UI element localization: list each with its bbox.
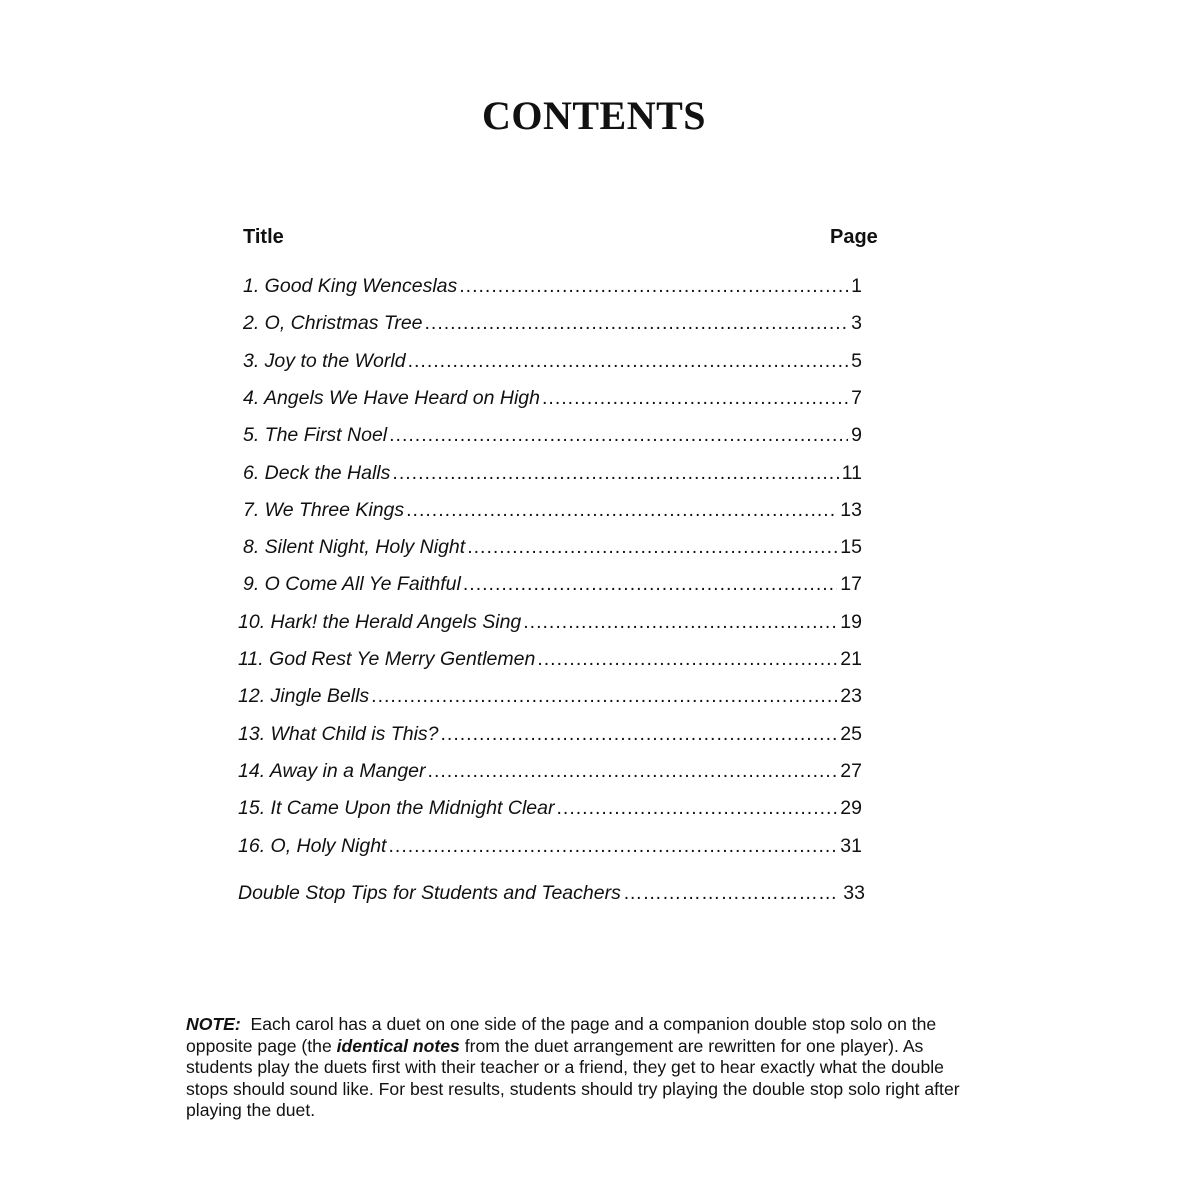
note-line-1-text: Each carol has a duet on one side of the page and a companion double stop solo on the	[250, 1014, 937, 1034]
toc-entry-title: 6. Deck the Halls	[243, 461, 391, 484]
toc-entry-title: 3. Joy to the World	[243, 349, 406, 372]
toc-entry-page: 1	[851, 275, 862, 297]
dot-leader	[389, 423, 848, 447]
dot-leader	[623, 881, 840, 905]
toc-entry-page: 29	[840, 797, 862, 820]
toc-entry-title: 2. O, Christmas Tree	[243, 312, 423, 335]
note-line-2-before: opposite page (the	[186, 1035, 337, 1056]
toc-extra-entry	[238, 881, 865, 905]
dot-leader	[463, 572, 837, 596]
toc-extra-page: 33	[843, 882, 865, 904]
note-line-4: stops should sound like. For best results, students should try playing the double stop solo right after	[186, 1078, 960, 1099]
toc-entry	[243, 423, 862, 447]
toc-entry-page: 31	[840, 834, 862, 857]
toc-entry	[243, 274, 862, 298]
toc-entry-page: 25	[840, 722, 862, 745]
dot-leader	[537, 647, 837, 671]
note-emphasis: identical notes	[336, 1035, 460, 1056]
note-line-3: students play the duets first with their teacher or a friend, they get to hear exactly what the double	[186, 1057, 944, 1077]
toc-entry-title: 4. Angels We Have Heard on High	[243, 386, 540, 409]
toc-entry-title: 5. The First Noel	[243, 424, 388, 447]
dot-leader	[523, 610, 837, 634]
toc-entry	[243, 386, 862, 410]
note-line-2-after: from the duet arrangement are rewritten for one player). As	[459, 1035, 924, 1056]
dot-leader	[425, 311, 849, 335]
toc-entry-title: 16. O, Holy Night	[238, 834, 387, 857]
dot-leader	[408, 349, 849, 373]
dot-leader	[557, 796, 838, 820]
note-label: NOTE:	[186, 1014, 241, 1034]
note-line-2	[186, 1036, 1026, 1058]
toc-entry	[238, 684, 862, 708]
toc-entry-title: 1. Good King Wenceslas	[243, 275, 458, 297]
toc-entry	[243, 535, 862, 559]
dot-leader	[467, 535, 837, 559]
dot-leader	[459, 274, 848, 298]
toc-entry-page: 9	[851, 424, 862, 447]
toc-entry-title: 9. O Come All Ye Faithful	[243, 573, 461, 596]
dot-leader	[371, 684, 837, 708]
toc-entry	[238, 759, 862, 783]
toc-entry-title: 10. Hark! the Herald Angels Sing	[238, 610, 522, 633]
toc-entry-title: 15. It Came Upon the Midnight Clear	[238, 797, 555, 820]
page-title-text: CONTENTS	[481, 93, 707, 138]
toc-entry-page: 11	[841, 461, 862, 484]
toc-entry	[238, 722, 862, 746]
dot-leader	[428, 759, 838, 783]
toc-entry	[238, 610, 862, 634]
toc-entry-page: 13	[840, 498, 862, 521]
toc-entry-page: 27	[840, 759, 862, 782]
toc-entry-title: 14. Away in a Manger	[238, 759, 426, 782]
toc-entry	[243, 498, 862, 522]
toc-entry-title: 8. Silent Night, Holy Night	[243, 536, 466, 559]
dot-leader	[542, 386, 848, 410]
toc-entry	[243, 461, 862, 485]
toc-entry	[243, 349, 862, 373]
dot-leader	[441, 722, 838, 746]
toc-entry-page: 5	[851, 349, 862, 372]
column-header-page: Page	[830, 226, 878, 248]
toc-entry-page: 19	[840, 610, 862, 633]
toc-entry	[238, 647, 862, 671]
toc-extra-title: Double Stop Tips for Students and Teachers	[238, 882, 621, 904]
dot-leader	[388, 834, 837, 858]
dot-leader	[406, 498, 837, 522]
toc-entry-title: 12. Jingle Bells	[238, 685, 370, 708]
toc-entry-title: 7. We Three Kings	[243, 498, 405, 521]
toc-entry-page: 17	[840, 573, 862, 596]
toc-entry-page: 23	[840, 685, 862, 708]
toc-entry-title: 11. God Rest Ye Merry Gentlemen	[238, 648, 536, 670]
note-line-5: playing the duet.	[186, 1100, 316, 1120]
note-paragraph	[186, 1014, 1026, 1122]
toc-entry-page: 3	[851, 312, 862, 335]
toc-entry-page: 15	[840, 536, 862, 559]
toc-entry	[238, 834, 862, 858]
toc-entry	[238, 796, 862, 820]
toc-entry	[243, 572, 862, 596]
column-header-title: Title	[243, 226, 284, 248]
dot-leader	[392, 461, 838, 485]
note-line-1	[186, 1014, 1026, 1036]
toc-entry-title: 13. What Child is This?	[238, 722, 439, 745]
toc-entry-page: 7	[851, 386, 862, 409]
toc-entry	[243, 311, 862, 335]
toc-entry-page: 21	[840, 648, 862, 670]
